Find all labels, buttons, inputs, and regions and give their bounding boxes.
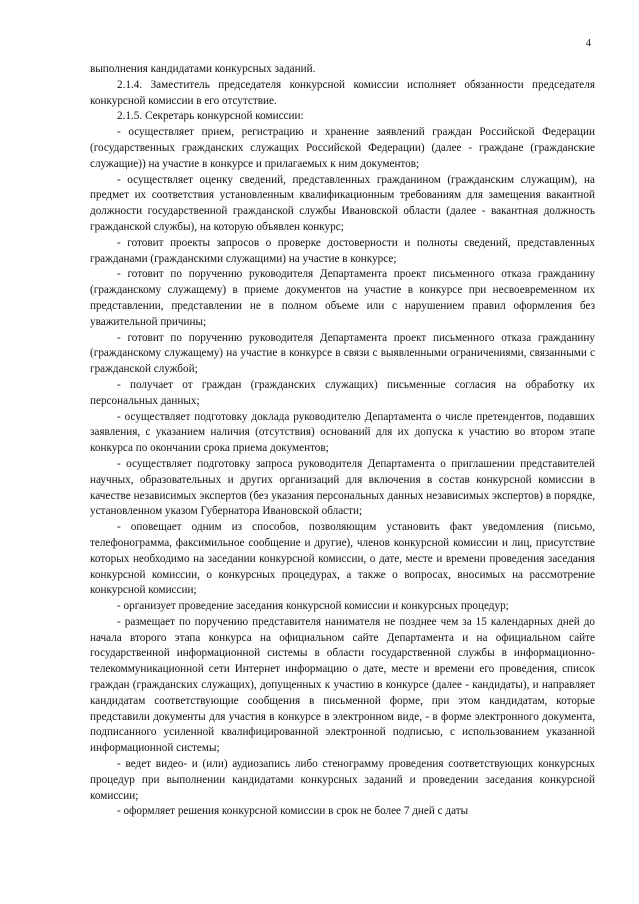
paragraph: - ведет видео- и (или) аудиозапись либо стенограмму проведения соответствующих конкурсных процедур при выполнении кандидатами конкурсных заданий и проведении заседания конкурсной комиссии; — [90, 758, 595, 802]
paragraph: - осуществляет подготовку запроса руководителя Департамента о приглашении представителей научных, образовательных и других организаций для включения в состав конкурсной комиссии в качестве независимых экспертов (без указания персональных данных независимых экспертов) в порядке, установленном указом Губернатора Ивановской области; — [90, 457, 595, 518]
paragraph: - размещает по поручению представителя нанимателя не позднее чем за 15 календарных дней до начала второго этапа конкурса на официальном сайте Департамента и на официальном сайте государственной информационной системы в области государственной службы в информационно-телекоммуникационной сети Интернет информацию о дате, месте и времени его проведения, список граждан (гражданских служащих), допущенных к участию в конкурсе (далее - кандидаты), и направляет кандидатам соответствующие сообщения в письменной форме, при этом кандидатам, которые представили документы для участия в конкурсе в электронном виде, - в форме электронного документа, подписанного усиленной квалифицированной электронной подписью, с использованием указанной информационной системы; — [90, 615, 595, 755]
paragraph: - готовит по поручению руководителя Департамента проект письменного отказа гражданину (гражданскому служащему) на участие в конкурсе в связи с выявленными ограничениями, связанными с гражданской службой; — [90, 331, 595, 376]
page-number: 4 — [585, 38, 591, 49]
paragraph: - оповещает одним из способов, позволяющим установить факт уведомления (письмо, телефонограмма, факсимильное сообщение и другие), членов конкурсной комиссии и лиц, присутствие которых необходимо на заседании конкурсной комиссии, о дате, месте и времени проведения заседания конкурсной комиссии, о конкурсных процедурах, а также о вопросах, вносимых на рассмотрение конкурсной комиссии; — [90, 521, 595, 597]
paragraph: - осуществляет оценку сведений, представленных гражданином (гражданским служащим), на предмет их соответствия установленным квалификационным требованиям для замещения вакантной должности государственной гражданской службы Ивановской области (далее - вакантная должность гражданской службы), на которую объявлен конкурс; — [90, 173, 595, 233]
paragraph: - готовит проекты запросов о проверке достоверности и полноты сведений, представленных гражданами (гражданскими служащими) на участие в конкурсе; — [90, 236, 595, 265]
paragraph: - оформляет решения конкурсной комиссии в срок не более 7 дней с даты — [117, 805, 469, 818]
paragraph: выполнения кандидатами конкурсных заданий. — [90, 63, 316, 75]
document-body — [90, 62, 595, 820]
paragraph: - осуществляет прием, регистрацию и хранение заявлений граждан Российской Федерации (государственных гражданских служащих Российской Федерации) (далее - граждане (гражданские служащие)) на участие в конкурсе и прилагаемых к ним документов; — [90, 126, 595, 170]
paragraph: 2.1.5. Секретарь конкурсной комиссии: — [117, 110, 304, 123]
paragraph: 2.1.4. Заместитель председателя конкурсной комиссии исполняет обязанности председателя конкурсной комиссии в его отсутствие. — [90, 78, 595, 107]
paragraph: - организует проведение заседания конкурсной комиссии и конкурсных процедур; — [117, 600, 509, 613]
paragraph: - осуществляет подготовку доклада руководителю Департамента о числе претендентов, подавших заявления, с указанием наличия (отсутствия) оснований для их допуска к участию во втором этапе конкурса по окончании срока приема документов; — [90, 410, 595, 455]
paragraph: - получает от граждан (гражданских служащих) письменные согласия на обработку их персональных данных; — [90, 378, 595, 407]
paragraph: - готовит по поручению руководителя Департамента проект письменного отказа гражданину (гражданскому служащему) в приеме документов на участие в конкурсе при несвоевременном их представлении, представлении не в полном объеме или с нарушением правил оформления без уважительной причины; — [90, 268, 595, 328]
